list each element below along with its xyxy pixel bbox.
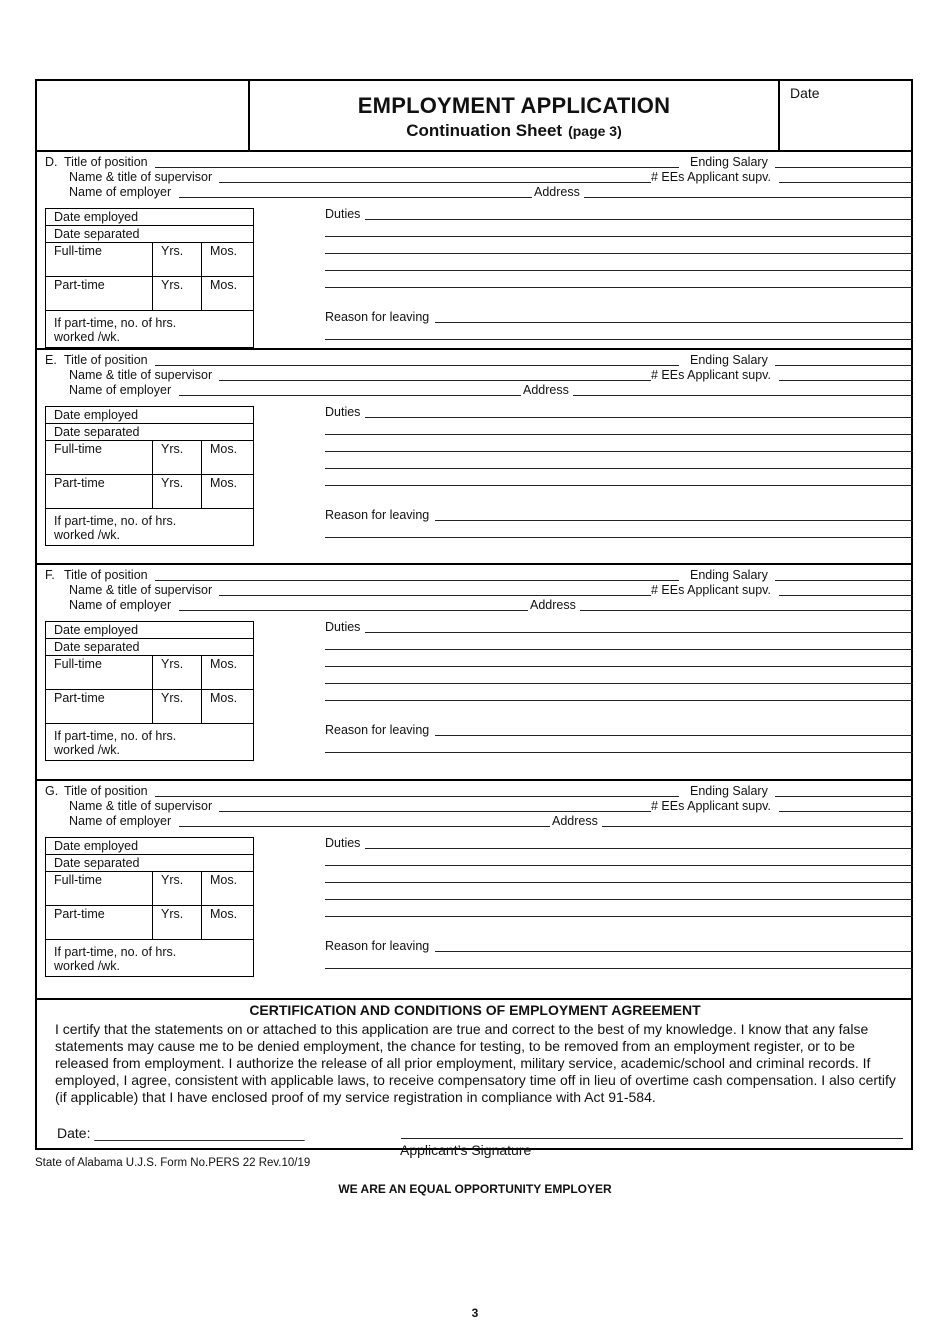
reason-line[interactable] — [325, 752, 913, 753]
signature-label: Applicant’s Signature — [400, 1142, 532, 1158]
address-line[interactable] — [573, 395, 913, 396]
mos-label: Mos. — [210, 657, 238, 671]
part-time-label: Part-time — [54, 476, 105, 490]
mos-label: Mos. — [210, 907, 238, 921]
reason-line[interactable] — [435, 735, 913, 736]
reason-line[interactable] — [435, 322, 913, 323]
ees-line[interactable] — [779, 595, 913, 596]
table-cell[interactable] — [46, 656, 153, 689]
employment-dates-table — [45, 406, 254, 546]
page-number: 3 — [471, 1306, 479, 1320]
part-time-hours-label: If part-time, no. of hrs. — [54, 945, 177, 959]
employer-label: Name of employer — [69, 598, 172, 612]
duties-label: Duties — [325, 836, 361, 850]
duties-line[interactable] — [325, 683, 913, 684]
table-row[interactable] — [46, 226, 253, 243]
mos-label: Mos. — [210, 278, 238, 292]
yrs-label: Yrs. — [161, 873, 184, 887]
part-time-hours-label-2: worked /wk. — [54, 528, 120, 542]
employment-form — [35, 79, 913, 1158]
part-time-label: Part-time — [54, 691, 105, 705]
ending-salary-label: Ending Salary — [690, 784, 768, 798]
form-subtitle — [250, 121, 778, 141]
title-of-position-label: Title of position — [64, 155, 148, 169]
ees-line[interactable] — [779, 380, 913, 381]
part-time-hours-label-2: worked /wk. — [54, 959, 120, 973]
table-cell[interactable] — [46, 906, 153, 939]
duties-line[interactable] — [325, 916, 913, 917]
ending-salary-line[interactable] — [775, 365, 913, 366]
duties-line[interactable] — [365, 632, 913, 633]
date-employed-label: Date employed — [54, 623, 139, 637]
certification-text: I certify that the statements on or attached to this application are true and correct to the best of my knowledge. I know that any false statements may cause me to be denied employment, the chance for testing, to be removed from an employment register, or to be released from employment. I authorize the release of all prior employment, military service, academic/school and criminal records. If employed, I agree, consistent with applicable laws, to receive compensatory time off in lieu of overtime cash compensation. I also certify (if applicable) that I have enclosed proof of my service registration in compliance with Act 91-584. — [55, 1021, 896, 1105]
full-time-label: Full-time — [54, 244, 102, 258]
employer-line[interactable] — [179, 826, 550, 827]
yrs-label: Yrs. — [161, 442, 184, 456]
employment-section — [37, 779, 913, 1000]
supervisor-label: Name & title of supervisor — [69, 170, 213, 184]
ees-label: # EEs Applicant supv. — [651, 368, 771, 382]
reason-line[interactable] — [325, 339, 913, 340]
address-label: Address — [534, 185, 580, 199]
title-of-position-label: Title of position — [64, 784, 148, 798]
duties-label: Duties — [325, 405, 361, 419]
duties-line[interactable] — [325, 899, 913, 900]
supervisor-label: Name & title of supervisor — [69, 583, 213, 597]
table-cell[interactable] — [46, 277, 153, 310]
table-row[interactable] — [46, 690, 253, 724]
date-separated-label: Date separated — [54, 227, 140, 241]
reason-for-leaving-label: Reason for leaving — [325, 723, 430, 737]
table-cell[interactable] — [46, 441, 153, 474]
employer-label: Name of employer — [69, 814, 172, 828]
duties-line[interactable] — [325, 287, 913, 288]
duties-line[interactable] — [325, 649, 913, 650]
table-row[interactable] — [46, 407, 253, 424]
address-label: Address — [523, 383, 569, 397]
duties-label: Duties — [325, 620, 361, 634]
header-blank-cell — [37, 81, 250, 150]
ees-line[interactable] — [779, 182, 913, 183]
yrs-label: Yrs. — [161, 657, 184, 671]
yrs-label: Yrs. — [161, 244, 184, 258]
table-row[interactable] — [46, 424, 253, 441]
header-date-field[interactable] — [778, 81, 915, 150]
ending-salary-label: Ending Salary — [690, 353, 768, 367]
address-line[interactable] — [584, 197, 913, 198]
ees-label: # EEs Applicant supv. — [651, 583, 771, 597]
employment-dates-table — [45, 621, 254, 761]
certification-heading: CERTIFICATION AND CONDITIONS OF EMPLOYMENT AGREEMENT — [249, 1002, 701, 1018]
duties-line[interactable] — [365, 417, 913, 418]
table-cell[interactable] — [153, 690, 202, 723]
section-letter: D. — [45, 155, 58, 169]
table-cell[interactable] — [46, 690, 153, 723]
duties-label: Duties — [325, 207, 361, 221]
date-separated-label: Date separated — [54, 425, 140, 439]
employment-dates-table — [45, 837, 254, 977]
cert-date-field[interactable]: Date: ___________________________ — [57, 1125, 305, 1141]
title-of-position-line[interactable] — [155, 580, 679, 581]
employment-section — [37, 563, 913, 781]
reason-line[interactable] — [435, 520, 913, 521]
duties-line[interactable] — [325, 882, 913, 883]
date-separated-label: Date separated — [54, 640, 140, 654]
employment-section — [37, 348, 913, 565]
form-number: State of Alabama U.J.S. Form No.PERS 22 Rev.10/19 — [35, 1157, 311, 1169]
eoe-statement: WE ARE AN EQUAL OPPORTUNITY EMPLOYER — [338, 1182, 612, 1196]
section-letter: E. — [45, 353, 57, 367]
duties-line[interactable] — [325, 270, 913, 271]
duties-line[interactable] — [325, 666, 913, 667]
ees-line[interactable] — [779, 811, 913, 812]
part-time-hours-label: If part-time, no. of hrs. — [54, 729, 177, 743]
table-row[interactable] — [46, 441, 253, 475]
part-time-hours-label: If part-time, no. of hrs. — [54, 316, 177, 330]
table-cell[interactable] — [153, 441, 202, 474]
table-row[interactable] — [46, 311, 253, 347]
mos-label: Mos. — [210, 244, 238, 258]
reason-for-leaving-label: Reason for leaving — [325, 939, 430, 953]
ees-label: # EEs Applicant supv. — [651, 170, 771, 184]
date-employed-label: Date employed — [54, 408, 139, 422]
part-time-hours-label: If part-time, no. of hrs. — [54, 514, 177, 528]
table-row[interactable] — [46, 940, 253, 976]
duties-line[interactable] — [325, 434, 913, 435]
table-row[interactable] — [46, 639, 253, 656]
reason-line[interactable] — [325, 537, 913, 538]
employer-line[interactable] — [179, 395, 521, 396]
table-cell[interactable] — [153, 277, 202, 310]
supervisor-line[interactable] — [219, 811, 651, 812]
table-cell[interactable] — [202, 872, 253, 905]
supervisor-line[interactable] — [219, 380, 651, 381]
table-cell[interactable] — [153, 656, 202, 689]
title-of-position-line[interactable] — [155, 365, 679, 366]
ending-salary-label: Ending Salary — [690, 155, 768, 169]
table-cell[interactable] — [202, 243, 253, 276]
part-time-label: Part-time — [54, 278, 105, 292]
table-cell[interactable] — [153, 872, 202, 905]
duties-line[interactable] — [325, 485, 913, 486]
ees-label: # EEs Applicant supv. — [651, 799, 771, 813]
full-time-label: Full-time — [54, 442, 102, 456]
address-label: Address — [552, 814, 598, 828]
address-label: Address — [530, 598, 576, 612]
duties-line[interactable] — [365, 848, 913, 849]
mos-label: Mos. — [210, 873, 238, 887]
part-time-hours-label-2: worked /wk. — [54, 330, 120, 344]
yrs-label: Yrs. — [161, 278, 184, 292]
table-cell[interactable] — [46, 872, 153, 905]
duties-line[interactable] — [325, 865, 913, 866]
title-of-position-line[interactable] — [155, 167, 679, 168]
date-label: Date — [790, 85, 820, 101]
table-row[interactable] — [46, 872, 253, 906]
employer-line[interactable] — [179, 610, 528, 611]
part-time-label: Part-time — [54, 907, 105, 921]
reason-for-leaving-label: Reason for leaving — [325, 508, 430, 522]
full-time-label: Full-time — [54, 873, 102, 887]
supervisor-label: Name & title of supervisor — [69, 368, 213, 382]
table-cell[interactable] — [202, 906, 253, 939]
ending-salary-line[interactable] — [775, 796, 913, 797]
date-employed-label: Date employed — [54, 210, 139, 224]
table-cell[interactable] — [153, 906, 202, 939]
reason-line[interactable] — [435, 951, 913, 952]
table-cell[interactable] — [202, 441, 253, 474]
reason-line[interactable] — [325, 968, 913, 969]
address-line[interactable] — [580, 610, 913, 611]
table-row[interactable] — [46, 855, 253, 872]
table-row[interactable] — [46, 656, 253, 690]
employer-label: Name of employer — [69, 383, 172, 397]
table-row[interactable] — [46, 724, 253, 760]
certification-section — [37, 998, 913, 1158]
mos-label: Mos. — [210, 691, 238, 705]
title-of-position-label: Title of position — [64, 568, 148, 582]
section-letter: G. — [45, 784, 59, 798]
duties-line[interactable] — [325, 468, 913, 469]
employer-line[interactable] — [179, 197, 532, 198]
ending-salary-line[interactable] — [775, 580, 913, 581]
table-cell[interactable] — [153, 243, 202, 276]
table-cell[interactable] — [202, 475, 253, 508]
supervisor-line[interactable] — [219, 182, 651, 183]
table-cell[interactable] — [153, 475, 202, 508]
subtitle-text: Continuation Sheet — [406, 121, 563, 140]
reason-for-leaving-label: Reason for leaving — [325, 310, 430, 324]
table-row[interactable] — [46, 277, 253, 311]
duties-line[interactable] — [325, 236, 913, 237]
mos-label: Mos. — [210, 476, 238, 490]
supervisor-line[interactable] — [219, 595, 651, 596]
table-row[interactable] — [46, 475, 253, 509]
date-separated-label: Date separated — [54, 856, 140, 870]
table-cell[interactable] — [202, 690, 253, 723]
table-row[interactable] — [46, 243, 253, 277]
table-row[interactable] — [46, 209, 253, 226]
signature-line[interactable] — [401, 1138, 903, 1139]
table-row[interactable] — [46, 622, 253, 639]
form-title: EMPLOYMENT APPLICATION — [357, 93, 671, 118]
table-row[interactable] — [46, 906, 253, 940]
table-cell[interactable] — [202, 656, 253, 689]
yrs-label: Yrs. — [161, 907, 184, 921]
full-time-label: Full-time — [54, 657, 102, 671]
title-of-position-label: Title of position — [64, 353, 148, 367]
duties-line[interactable] — [325, 700, 913, 701]
section-letter: F. — [45, 568, 55, 582]
employment-dates-table — [45, 208, 254, 348]
address-line[interactable] — [602, 826, 913, 827]
table-row[interactable] — [46, 509, 253, 545]
table-cell[interactable] — [202, 277, 253, 310]
employment-section — [37, 150, 913, 350]
duties-line[interactable] — [325, 451, 913, 452]
yrs-label: Yrs. — [161, 691, 184, 705]
table-row[interactable] — [46, 838, 253, 855]
duties-line[interactable] — [365, 219, 913, 220]
form-header — [37, 81, 913, 152]
page-note: (page 3) — [568, 123, 622, 139]
yrs-label: Yrs. — [161, 476, 184, 490]
ending-salary-line[interactable] — [775, 167, 913, 168]
date-employed-label: Date employed — [54, 839, 139, 853]
table-cell[interactable] — [46, 475, 153, 508]
part-time-hours-label-2: worked /wk. — [54, 743, 120, 757]
supervisor-label: Name & title of supervisor — [69, 799, 213, 813]
duties-line[interactable] — [325, 253, 913, 254]
employer-label: Name of employer — [69, 185, 172, 199]
ending-salary-label: Ending Salary — [690, 568, 768, 582]
mos-label: Mos. — [210, 442, 238, 456]
title-of-position-line[interactable] — [155, 796, 679, 797]
table-cell[interactable] — [46, 243, 153, 276]
